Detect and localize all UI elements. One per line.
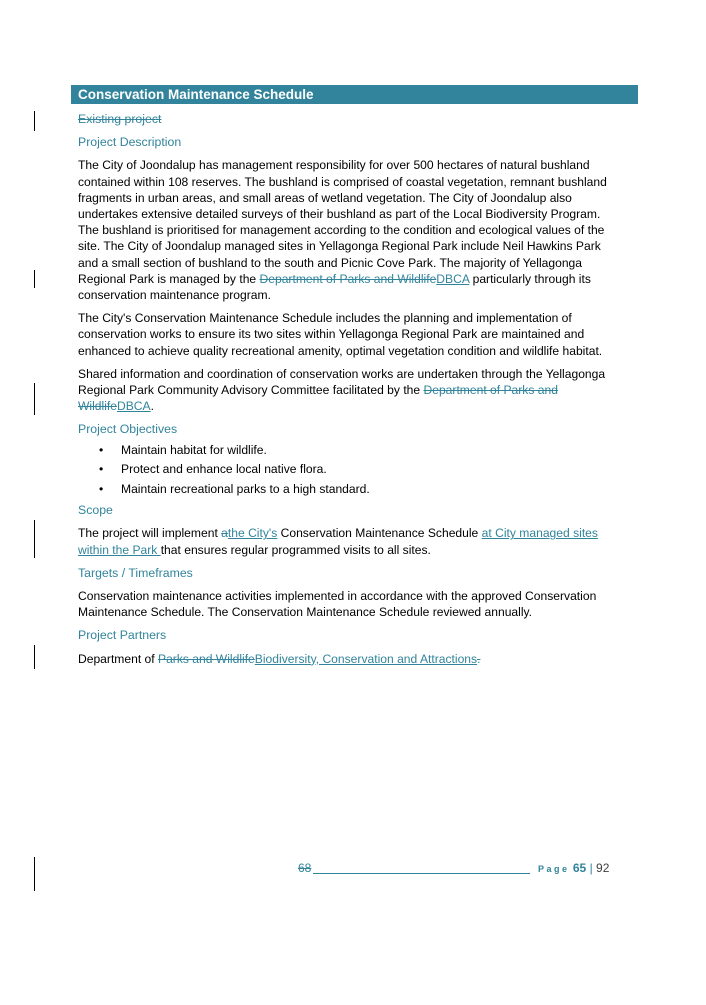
bullet-icon: • — [99, 442, 104, 457]
description-paragraph-2: The City's Conservation Maintenance Schedule includes the planning and implementation of conservation works to ensure its two sites within Yellagonga Regional Park are maintained and enhanced to achieve quality recreational amenity, optimal vegetation condition and wildlife habitat. — [78, 311, 603, 358]
section-title-bar — [71, 85, 638, 104]
targets-paragraph: Conservation maintenance activities implemented in accordance with the approved Conservation Maintenance Schedule. The Conservation Maintenance Schedule reviewed annually. — [78, 589, 597, 620]
page-label: Page — [538, 864, 570, 874]
total-pages: 92 — [596, 861, 610, 875]
deleted-text: Department of Parks and Wildlife — [259, 271, 437, 286]
scope-paragraph: The project will implement athe City's Conservation Maintenance Schedule at City managed sites within the Park that ensures regular programmed visits to all sites. — [78, 526, 598, 557]
deleted-text: . — [477, 651, 481, 666]
page-separator: | — [589, 861, 593, 875]
inserted-text: Biodiversity, Conservation and Attractions — [254, 651, 478, 666]
footer-rule — [313, 873, 530, 874]
heading-project-description: Project Description — [78, 135, 182, 150]
deleted-text: Parks and Wildlife — [158, 651, 255, 666]
heading-scope: Scope — [78, 503, 113, 518]
current-page: 65 — [572, 861, 587, 875]
footer-page-indicator — [538, 861, 609, 875]
revision-change-bar — [34, 645, 35, 669]
bullet-icon: • — [99, 462, 104, 477]
heading-project-objectives: Project Objectives — [78, 422, 178, 437]
revision-change-bar — [34, 520, 35, 558]
inserted-text: the City's — [227, 526, 278, 541]
inserted-text: DBCA — [116, 399, 151, 414]
list-item: • Maintain habitat for wildlife. — [99, 442, 267, 457]
bullet-icon: • — [99, 482, 104, 497]
deleted-text: Department of Parks and Wildlife — [78, 383, 558, 414]
existing-project-label: Existing project — [78, 112, 162, 126]
revision-change-bar — [34, 270, 35, 288]
heading-targets-timeframes: Targets / Timeframes — [78, 565, 193, 580]
heading-project-partners: Project Partners — [78, 628, 167, 643]
revision-change-bar — [34, 857, 35, 891]
description-paragraph-1: The City of Joondalup has management responsibility for over 500 hectares of natural bushland contained within 108 reserves. The bushland is comprised of coastal vegetation, remnant bushland fragments in urban areas, and small areas of wetland vegetation. The City of Joondalup also undertakes extensive detailed surveys of their bushland as part of the Local Biodiversity Program. The bushland is prioritised for management according to the condition and ecological values of the site. The City of Joondalup managed sites in Yellagonga Regional Park include Neil Hawkins Park and a small section of bushland to the south and Picnic Cove Park. The majority of Yellagonga Regional Park is managed by the Department of Parks and WildlifeDBCA particularly through its conservation maintenance program. — [78, 158, 607, 303]
footer-old-page-number: 68 — [298, 861, 312, 875]
description-paragraph-3: Shared information and coordination of conservation works are undertaken through the Yellagonga Regional Park Community Advisory Committee facilitated by the Department of Parks and WildlifeDBCA. — [78, 366, 606, 414]
deleted-text: a — [221, 526, 228, 541]
partners-paragraph: Department of Parks and WildlifeBiodiversity, Conservation and Attractions. — [78, 651, 481, 666]
objectives-list — [78, 442, 614, 498]
inserted-text: DBCA — [436, 271, 470, 286]
revision-change-bar — [34, 111, 35, 131]
list-item: • Maintain recreational parks to a high standard. — [99, 482, 370, 497]
list-item: • Protect and enhance local native flora. — [99, 462, 327, 477]
revision-change-bar — [34, 383, 35, 415]
section-title: Conservation Maintenance Schedule — [78, 87, 314, 102]
document-body — [78, 111, 614, 674]
inserted-text: at City managed sites within the Park — [78, 526, 598, 557]
